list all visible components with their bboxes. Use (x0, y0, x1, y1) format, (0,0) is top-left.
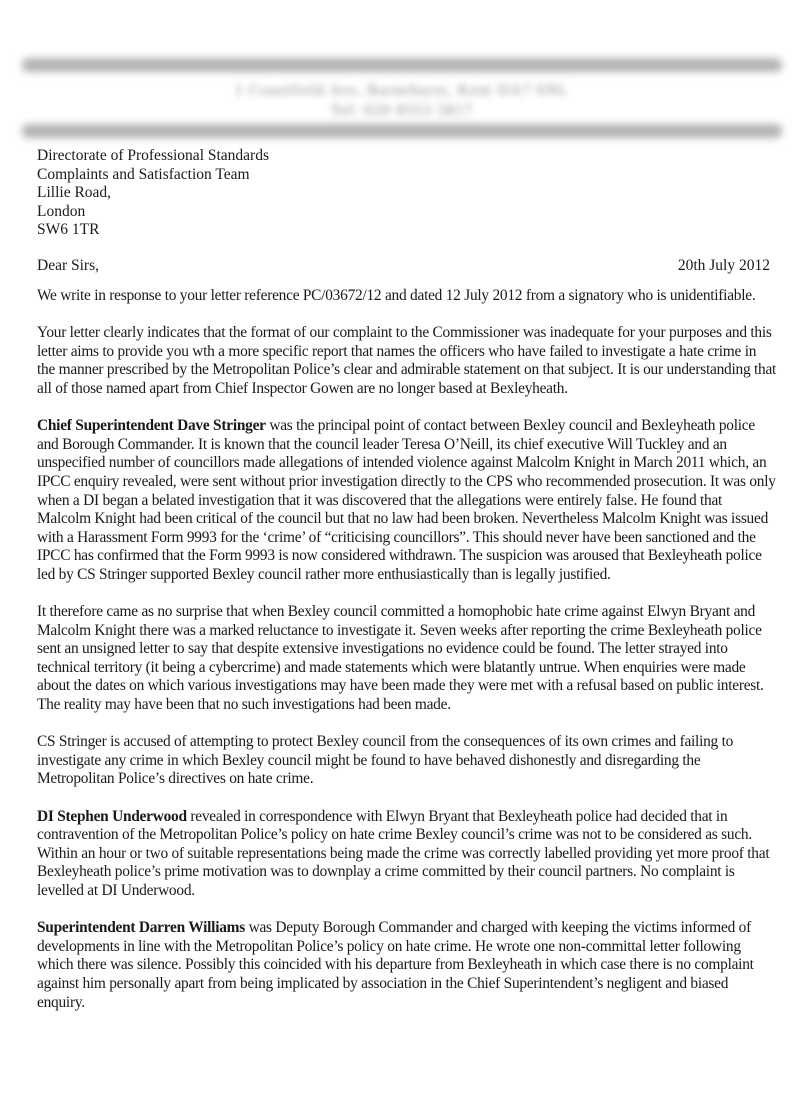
paragraph-text: was Deputy Borough Commander and charged with keeping the victims informed of developments in line with the Metropolitan Police’s policy on hate crime. He wrote one non-committal letter following which there was silence. Possibly this coincided with his departure from Bexleyheath in which case there is no complaint against him personally apart from being implicated by association in the Chief Superintendent’s negligent and biased enquiry. (37, 919, 754, 1011)
officer-name: DI Stephen Underwood (37, 807, 187, 825)
paragraph-williams (37, 919, 777, 1012)
recipient-line: Lillie Road, (37, 184, 112, 201)
paragraph-text: revealed in correspondence with Elwyn Bryant that Bexleyheath police had decided that in contravention of the Metropolitan Police’s policy on hate crime Bexley council’s crime was not to be considered as such. Within an hour or two of suitable representations being made the crime was correctly labelled providing yet more proof that Bexleyheath police’s prime motivation was to downplay a crime committed by their council partners. No complaint is levelled at DI Underwood. (37, 807, 770, 899)
officer-name: Chief Superintendent Dave Stringer (37, 417, 266, 435)
paragraph-stringer (37, 417, 777, 584)
paragraph-hate-crime (37, 603, 777, 715)
paragraph-text: It therefore came as no surprise that when Bexley council committed a homophobic hate crime against Elwyn Bryant and Malcolm Knight there was a marked reluctance to investigate it. Seven weeks after reporting the crime Bexleyheath police sent an unsigned letter to say that despite extensive investigations no evidence could be found. The letter strayed into technical territory (it being a cybercrime) and made statements which were blatantly untrue. When enquiries were made about the dates on which various investigations may have been made they were met with a refusal based on public interest. The reality may have been that no such investigations had been made. (37, 603, 764, 714)
letterhead-rule-bottom (22, 124, 782, 138)
paragraph-text: We write in response to your letter reference PC/03672/12 and dated 12 July 2012 from a signatory who is unidentifiable. (37, 287, 756, 304)
letter-body (37, 287, 777, 1031)
paragraph-accusation (37, 733, 777, 789)
letterhead-phone-line: Tel: 020 8553 5817 (330, 102, 474, 119)
paragraph-purpose (37, 324, 777, 398)
paragraph-underwood (37, 808, 777, 901)
recipient-line: Complaints and Satisfaction Team (37, 165, 250, 183)
paragraph-text: was the principal point of contact between Bexley council and Bexleyheath police and Borough Commander. It is known that the council leader Teresa O’Neill, its chief executive Will Tuckley and an unspecified number of councillors made allegations of intended violence against Malcolm Knight in March 2011 which, an IPCC enquiry revealed, were sent without prior investigation directly to the CPS who recommended prosecution. It was only when a DI began a belated investigation that it was discovered that the allegations were entirely false. He found that Malcolm Knight had been critical of the council but that no law had been broken. Nevertheless Malcolm Knight was issued with a Harassment Form 9993 for the ‘crime’ of “criticising councillors”. This should never have been sanctioned and the IPCC has confirmed that the Form 9993 is now considered withdrawn. The suspicion was aroused that Bexleyheath police led by CS Stringer supported Bexley council rather more enthusiastically than is legally justified. (37, 417, 776, 583)
recipient-line: SW6 1TR (37, 221, 100, 238)
salutation: Dear Sirs, (37, 257, 99, 274)
letterhead-rule-top (22, 58, 782, 72)
paragraph-text: Your letter clearly indicates that the format of our complaint to the Commissioner was inadequate for your purposes and this letter aims to provide you wth a more specific report that names the officers who have failed to investigate a hate crime in the manner prescribed by the Metropolitan Police’s clear and admirable statement on that subject. It is our understanding that all of those named apart from Chief Inspector Gowen are no longer based at Bexleyheath. (37, 324, 777, 397)
paragraph-text: CS Stringer is accused of attempting to protect Bexley council from the consequences of its own crimes and failing to investigate any crime in which Bexley council might be found to have behaved dishonestly and disregarding the Metropolitan Police’s directives on hate crime. (37, 733, 734, 788)
recipient-address (37, 147, 269, 240)
letterhead-address-line: 1 Coastfield Ave, Barnehurst, Kent DA7 6NL (234, 82, 570, 99)
paragraph-response (37, 287, 777, 306)
redacted-letterhead (22, 54, 782, 144)
recipient-line: Directorate of Professional Standards (37, 147, 270, 164)
letter-date: 20th July 2012 (677, 257, 770, 274)
officer-name: Superintendent Darren Williams (37, 919, 245, 937)
recipient-line: London (37, 202, 86, 220)
